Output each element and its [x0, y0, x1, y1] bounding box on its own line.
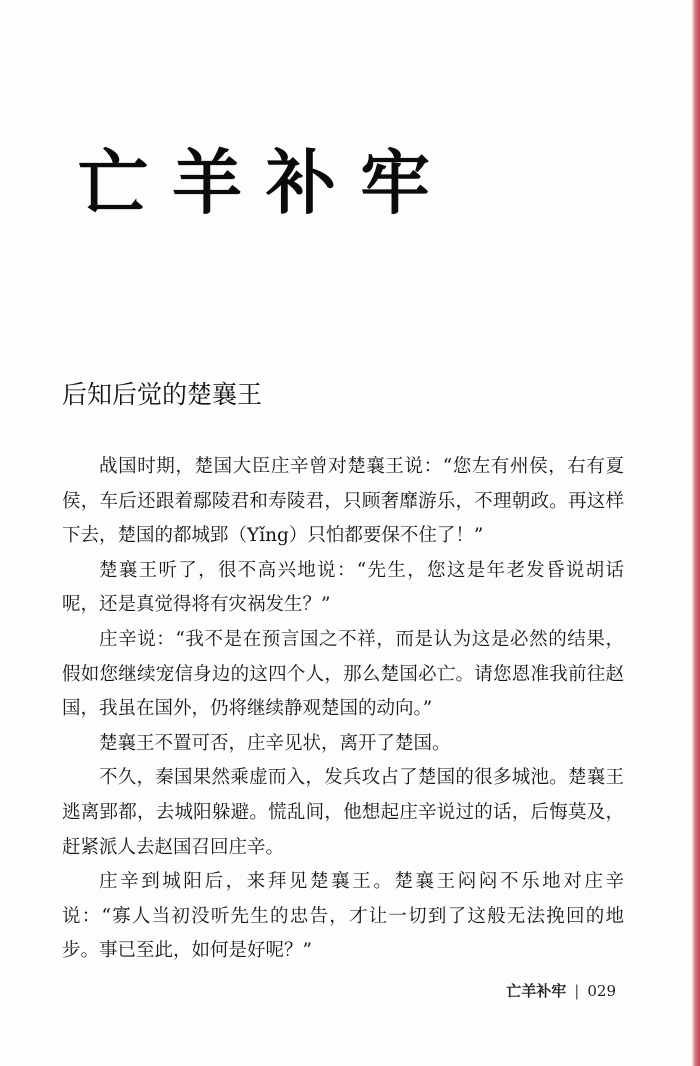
- page-footer: [506, 980, 616, 1002]
- body-text: [62, 450, 624, 969]
- paragraph: 楚襄王听了，很不高兴地说：“先生，您这是年老发昏说胡话呢，还是真觉得将有灾祸发生？”: [62, 559, 624, 616]
- footer-separator: |: [574, 982, 580, 1000]
- paragraph: 战国时期，楚国大臣庄辛曾对楚襄王说：“您左有州侯，右有夏侯，车后还跟着鄢陵君和寿陵君，只顾奢靡游乐，不理朝政。再这样下去，楚国的都城郢（Yǐng）只怕都要保不住了！”: [62, 456, 624, 547]
- paragraph: 不久，秦国果然乘虚而入，发兵攻占了楚国的很多城池。楚襄王逃离郢都，去城阳躲避。慌乱间，他想起庄辛说过的话，后悔莫及，赶紧派人去赵国召回庄辛。: [62, 767, 624, 858]
- page-number: 029: [587, 982, 616, 1000]
- footer-book-title: 亡羊补牢: [506, 982, 567, 1000]
- paragraph: 庄辛说：“我不是在预言国之不祥，而是认为这是必然的结果，假如您继续宠信身边的这四个人，那么楚国必亡。请您恩准我前往赵国，我虽在国外，仍将继续静观楚国的动向。”: [62, 628, 624, 720]
- paragraph: 楚襄王不置可否，庄辛见状，离开了楚国。: [99, 732, 451, 754]
- page-edge: [692, 0, 700, 1066]
- paragraph: 庄辛到城阳后，来拜见楚襄王。楚襄王闷闷不乐地对庄辛说：“寡人当初没听先生的忠告，才让一切到了这般无法挽回的地步。事已至此，如何是好呢？”: [62, 871, 624, 962]
- chapter-title: 亡羊补牢: [78, 142, 454, 224]
- section-title: 后知后觉的楚襄王: [62, 380, 263, 409]
